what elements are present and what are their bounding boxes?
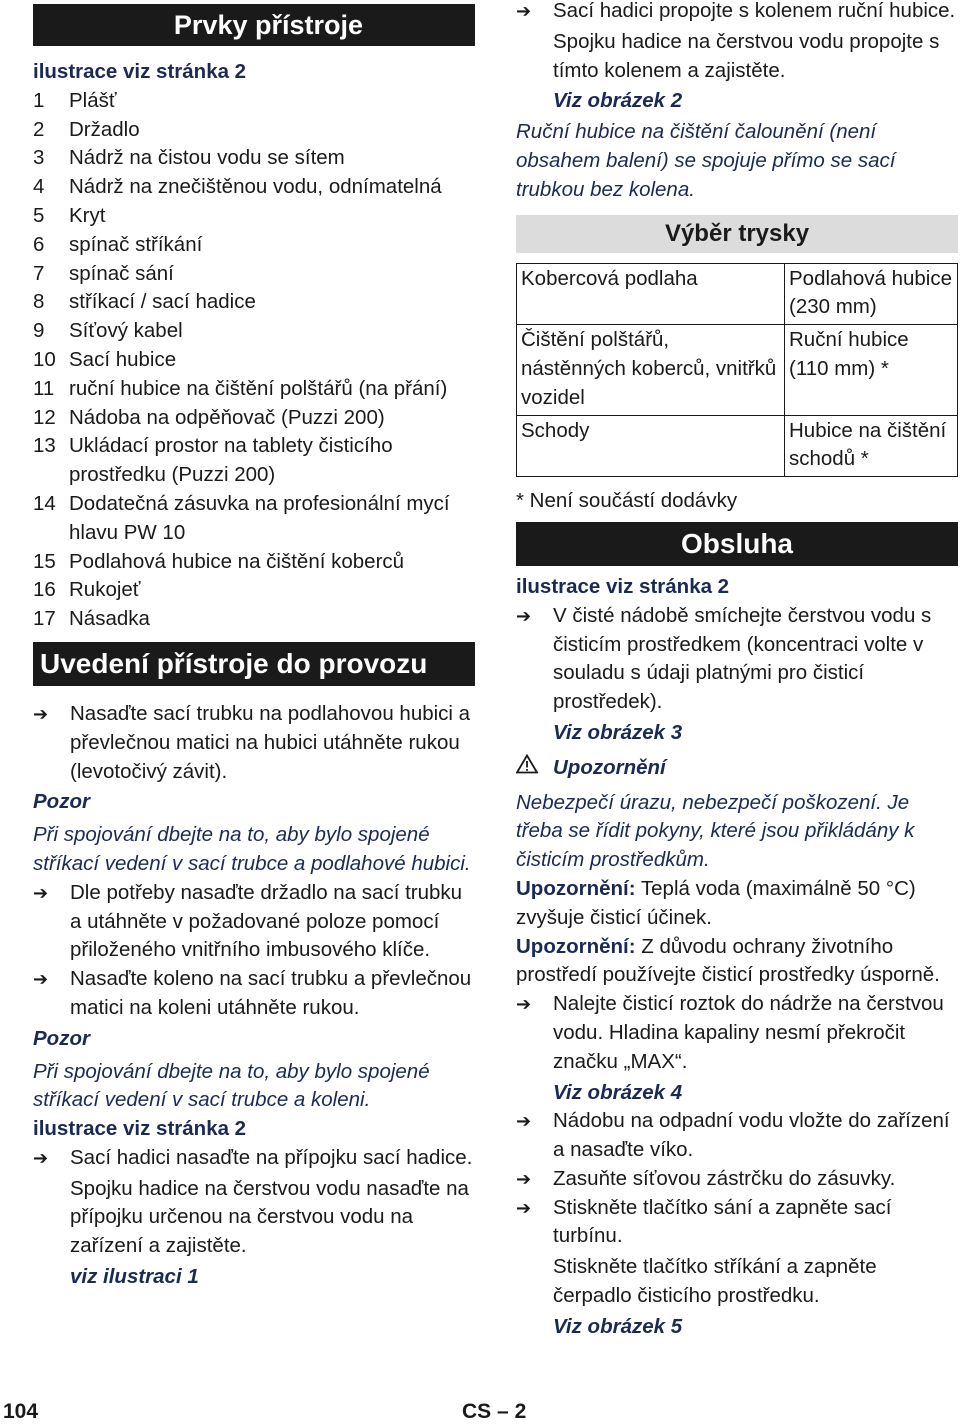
parts-list-item bbox=[33, 548, 475, 577]
parts-list-item bbox=[33, 317, 475, 346]
part-name: Podlahová hubice na čištění koberců bbox=[69, 549, 405, 573]
part-name: Rukojeť bbox=[69, 578, 141, 602]
part-number: 9 bbox=[33, 319, 45, 343]
note-warm-water bbox=[516, 875, 958, 933]
caution-label: Pozor bbox=[33, 790, 90, 814]
step-continuation: Spojku hadice na čerstvou vodu propojte s tímto kolenem a zajistěte. bbox=[553, 29, 940, 82]
section-header-startup: Uvedení přístroje do provozu bbox=[33, 642, 475, 686]
step-text: Sací hadici nasaďte na přípojku sací hadice. bbox=[70, 1145, 473, 1169]
section-header-operation: Obsluha bbox=[516, 522, 958, 566]
table-cell-nozzle: Hubice na čištění schodů * bbox=[785, 415, 958, 477]
arrow-right-icon: ➔ bbox=[33, 882, 49, 903]
caution-text: Při spojování dbejte na to, aby bylo spojené stříkací vedení v sací trubce a podlahové hubici. bbox=[33, 823, 471, 875]
table-cell-nozzle: Ruční hubice (110 mm) * bbox=[785, 325, 958, 415]
warning-text: Nebezpečí úrazu, nebezpečí poškození. Je třeba se řídit pokyny, které jsou přikládány k čisticím prostředkům. bbox=[516, 790, 915, 872]
parts-list-item bbox=[33, 346, 475, 375]
table-cell-use: Kobercová podlaha bbox=[517, 263, 785, 325]
part-name: Násadka bbox=[69, 607, 150, 631]
arrow-right-icon: ➔ bbox=[516, 605, 532, 626]
figure-reference: Viz obrázek 2 bbox=[553, 89, 683, 113]
step-plug-in bbox=[516, 1165, 958, 1194]
part-number: 8 bbox=[33, 290, 45, 314]
caution-label: Pozor bbox=[33, 1026, 90, 1050]
note-text: Z důvodu ochrany životního prostředí používejte čisticí prostředky úsporně. bbox=[516, 934, 940, 987]
table-cell-use: Schody bbox=[517, 415, 785, 477]
part-number: 13 bbox=[33, 434, 56, 458]
nozzle-table bbox=[516, 263, 958, 478]
section-header-nozzle-selection: Výběr trysky bbox=[516, 215, 958, 253]
step-insert-waste-tank bbox=[516, 1107, 958, 1165]
note-label: Upozornění: bbox=[516, 934, 636, 958]
table-row bbox=[517, 415, 958, 477]
part-name: Kryt bbox=[69, 203, 106, 227]
step-connect-hand-nozzle bbox=[516, 0, 958, 26]
part-number: 10 bbox=[33, 347, 56, 371]
parts-list-item bbox=[33, 260, 475, 289]
illustration-reference: ilustrace viz stránka 2 bbox=[33, 1117, 247, 1141]
arrow-right-icon: ➔ bbox=[33, 703, 49, 724]
part-name: Síťový kabel bbox=[69, 319, 183, 343]
part-name: Nádrž na čistou vodu se sítem bbox=[69, 146, 345, 170]
figure-reference: viz ilustraci 1 bbox=[70, 1265, 199, 1289]
note-text: Teplá voda (maximálně 50 °C) zvyšuje čisticí účinek. bbox=[516, 876, 916, 929]
footer-lang: CS bbox=[462, 1400, 492, 1423]
footer-dash: – bbox=[497, 1400, 509, 1423]
part-number: 12 bbox=[33, 405, 56, 429]
step-continuation: Stiskněte tlačítko stříkání a zapněte čerpadlo čisticího prostředku. bbox=[553, 1255, 877, 1308]
parts-list-item bbox=[33, 605, 475, 634]
table-row bbox=[517, 325, 958, 415]
parts-list-item bbox=[33, 231, 475, 260]
warning-triangle-icon bbox=[516, 754, 553, 783]
parts-list-item bbox=[33, 202, 475, 231]
page-number: 104 bbox=[3, 1400, 39, 1423]
part-name: Ukládací prostor na tablety čisticího prostředku (Puzzi 200) bbox=[69, 434, 393, 487]
arrow-right-icon: ➔ bbox=[33, 969, 49, 990]
step-text: Zasuňte síťovou zástrčku do zásuvky. bbox=[553, 1166, 896, 1190]
parts-list bbox=[33, 87, 475, 634]
arrow-right-icon: ➔ bbox=[516, 1, 532, 21]
part-name: spínač sání bbox=[69, 261, 174, 285]
step-fill-tank bbox=[516, 990, 958, 1076]
part-name: Nádrž na znečištěnou vodu, odnímatelná bbox=[69, 175, 442, 199]
part-number: 4 bbox=[33, 175, 45, 199]
table-cell-use: Čištění polštářů, nástěnných koberců, vnitřků vozidel bbox=[517, 325, 785, 415]
table-cell-nozzle: Podlahová hubice (230 mm) bbox=[785, 263, 958, 325]
step-connect-suction-hose bbox=[33, 1144, 475, 1173]
step-text: Nasaďte sací trubku na podlahovou hubici a převlečnou matici na hubici utáhněte rukou (levotočivý závit). bbox=[70, 701, 471, 783]
caution-text: Při spojování dbejte na to, aby bylo spojené stříkací vedení v sací trubce a koleni. bbox=[33, 1059, 430, 1112]
part-number: 6 bbox=[33, 232, 45, 256]
figure-reference: Viz obrázek 4 bbox=[553, 1080, 683, 1104]
figure-reference: Viz obrázek 5 bbox=[553, 1314, 683, 1338]
part-name: ruční hubice na čištění polštářů (na přání) bbox=[69, 376, 448, 400]
parts-list-item bbox=[33, 288, 475, 317]
part-name: Nádoba na odpěňovač (Puzzi 200) bbox=[69, 405, 385, 429]
part-number: 14 bbox=[33, 491, 56, 515]
part-number: 15 bbox=[33, 549, 56, 573]
note-label: Upozornění: bbox=[516, 876, 636, 900]
figure-reference: Viz obrázek 3 bbox=[553, 720, 683, 744]
footer-section-page: 2 bbox=[514, 1400, 527, 1423]
step-suction-on bbox=[516, 1194, 958, 1252]
parts-list-item bbox=[33, 87, 475, 116]
part-name: Dodatečná zásuvka na profesionální mycí hlavu PW 10 bbox=[69, 491, 450, 544]
part-name: Plášť bbox=[69, 88, 117, 112]
step-attach-elbow bbox=[33, 965, 475, 1023]
part-name: spínač stříkání bbox=[69, 232, 203, 256]
arrow-right-icon: ➔ bbox=[33, 1147, 49, 1168]
step-attach-handle bbox=[33, 879, 475, 965]
arrow-right-icon: ➔ bbox=[516, 1197, 532, 1218]
illustration-reference: ilustrace viz stránka 2 bbox=[33, 60, 247, 83]
parts-list-item bbox=[33, 116, 475, 145]
step-text: V čisté nádobě smíchejte čerstvou vodu s čisticím prostředkem (koncentraci volte v souladu s údaji platnými pro čisticí prostředek). bbox=[553, 603, 932, 714]
note-environment bbox=[516, 933, 958, 991]
arrow-right-icon: ➔ bbox=[516, 1168, 532, 1189]
part-number: 1 bbox=[33, 88, 45, 112]
footnote: * Není součástí dodávky bbox=[516, 489, 738, 513]
step-text: Sací hadici propojte s kolenem ruční hubice. bbox=[553, 0, 956, 22]
parts-list-item bbox=[33, 432, 475, 490]
part-name: stříkací / sací hadice bbox=[69, 290, 256, 314]
parts-list-item bbox=[33, 173, 475, 202]
part-number: 16 bbox=[33, 578, 56, 602]
warning-label: Upozornění bbox=[553, 755, 666, 779]
part-name: Držadlo bbox=[69, 117, 140, 141]
hand-nozzle-note: Ruční hubice na čištění čalounění (není obsahem balení) se spojuje přímo se sací trubkou bez kolena. bbox=[516, 120, 896, 201]
parts-list-item bbox=[33, 576, 475, 605]
left-column bbox=[33, 0, 475, 1292]
part-number: 11 bbox=[33, 376, 55, 400]
section-header-device-elements: Prvky přístroje bbox=[33, 4, 475, 46]
step-mix-detergent bbox=[516, 602, 958, 717]
step-continuation: Spojku hadice na čerstvou vodu nasaďte na přípojku určenou na čerstvou vodu na zařízení a zajistěte. bbox=[70, 1176, 469, 1258]
step-text: Dle potřeby nasaďte držadlo na sací trubku a utáhněte v požadované poloze pomocí přiloženého vnitřního imbusového klíče. bbox=[70, 880, 463, 962]
part-number: 17 bbox=[33, 607, 56, 631]
parts-list-item bbox=[33, 490, 475, 548]
part-number: 3 bbox=[33, 146, 45, 170]
part-number: 7 bbox=[33, 261, 45, 285]
step-text: Stiskněte tlačítko sání a zapněte sací turbínu. bbox=[553, 1195, 892, 1248]
part-number: 5 bbox=[33, 203, 45, 227]
right-column bbox=[516, 0, 958, 1342]
part-number: 2 bbox=[33, 117, 45, 141]
parts-list-item bbox=[33, 404, 475, 433]
step-attach-suction-tube bbox=[33, 700, 475, 786]
footer-section bbox=[462, 1398, 526, 1427]
arrow-right-icon: ➔ bbox=[516, 1111, 532, 1132]
step-text: Nasaďte koleno na sací trubku a převlečnou matici na koleni utáhněte rukou. bbox=[70, 967, 472, 1019]
arrow-right-icon: ➔ bbox=[516, 994, 532, 1015]
parts-list-item bbox=[33, 144, 475, 173]
illustration-reference: ilustrace viz stránka 2 bbox=[516, 574, 730, 598]
warning-heading bbox=[516, 754, 958, 783]
part-name: Sací hubice bbox=[69, 347, 177, 371]
table-row bbox=[517, 263, 958, 325]
parts-list-item bbox=[33, 375, 475, 404]
step-text: Nalejte čisticí roztok do nádrže na čerstvou vodu. Hladina kapaliny nesmí překročit značku „MAX“. bbox=[553, 992, 944, 1073]
step-text: Nádobu na odpadní vodu vložte do zařízení a nasaďte víko. bbox=[553, 1109, 950, 1162]
